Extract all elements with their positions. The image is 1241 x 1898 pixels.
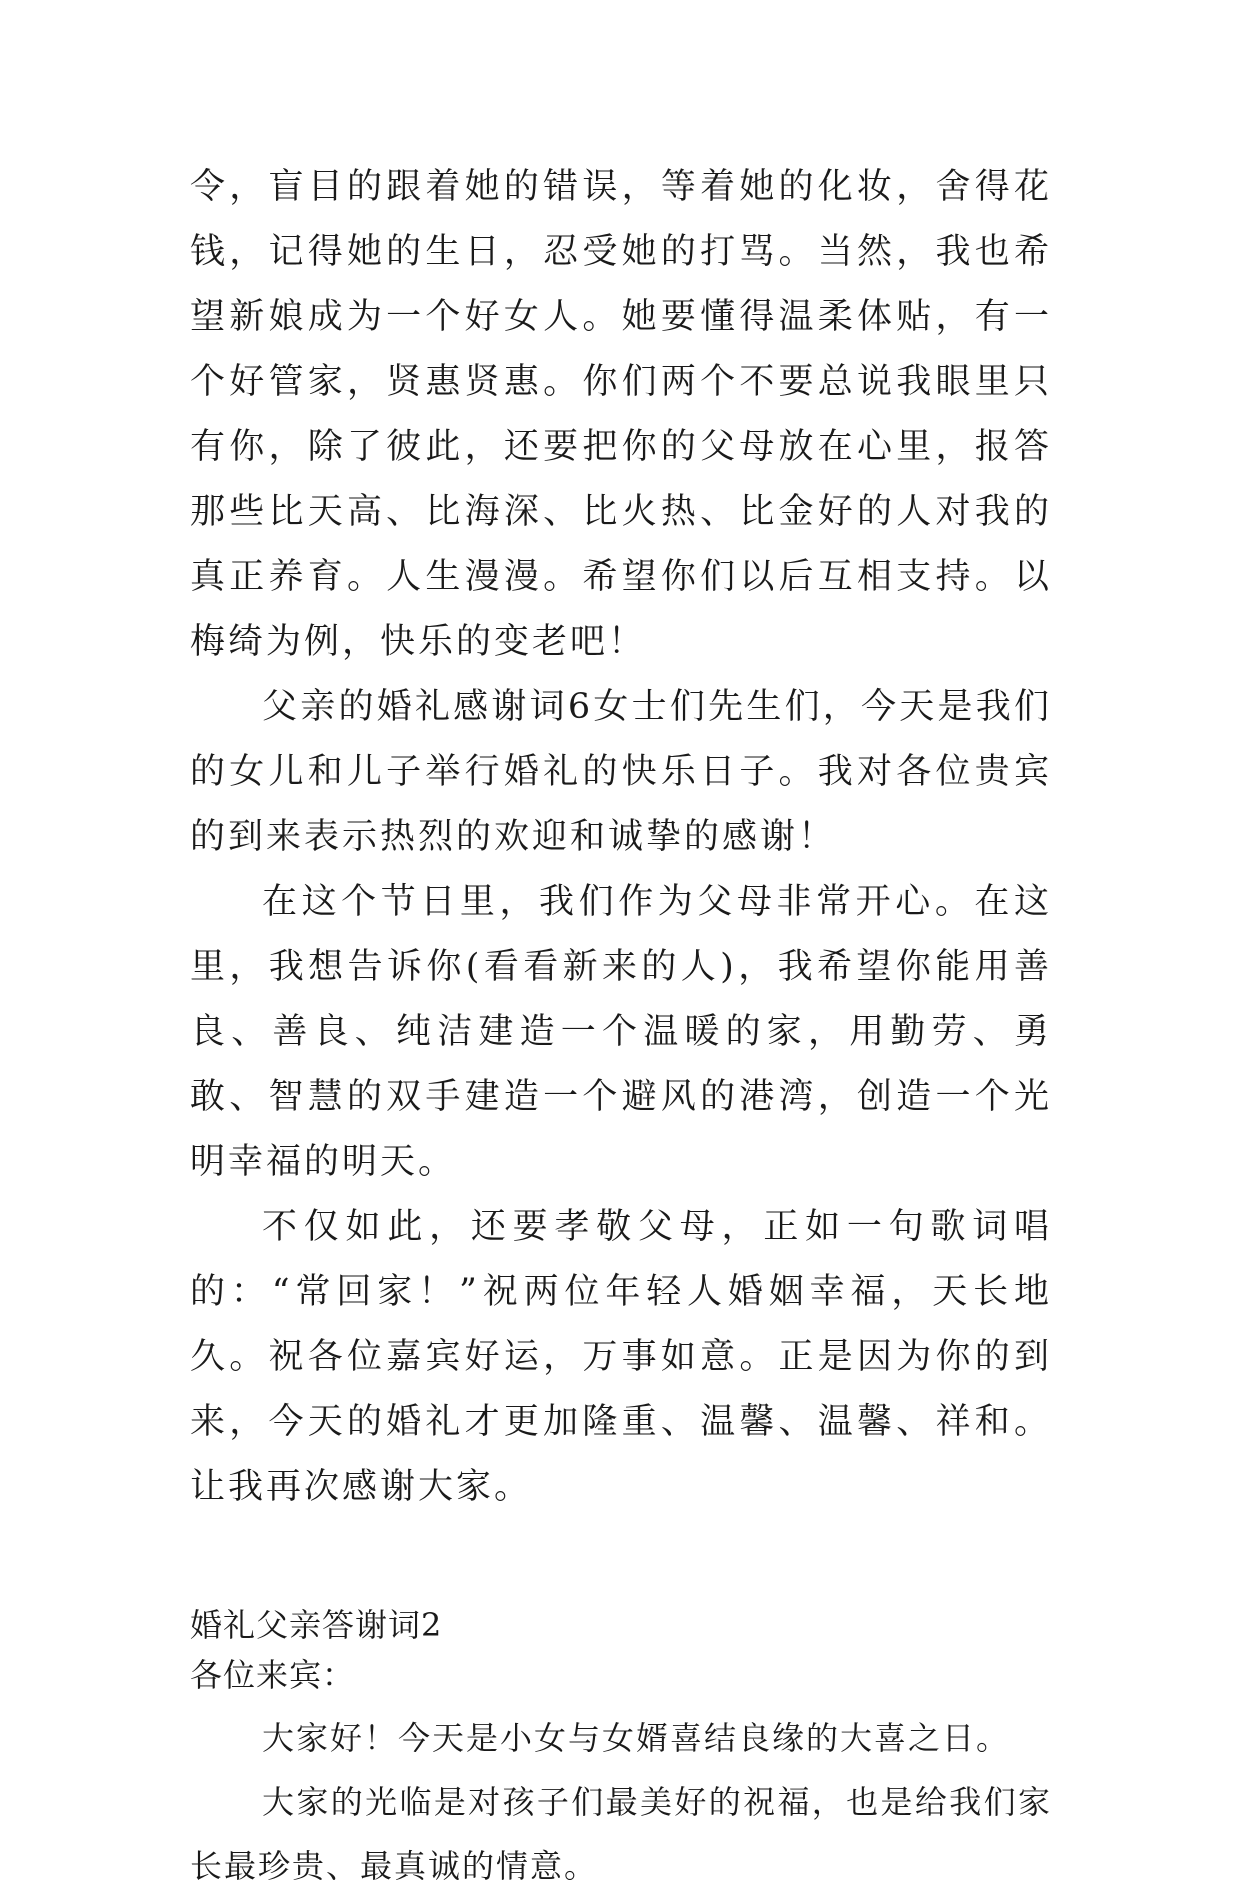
paragraph-thanks-6: 父亲的婚礼感谢词6女士们先生们，今天是我们的女儿和儿子举行婚礼的快乐日子。我对各位贵宾的到来表示热烈的欢迎和诚挚的感谢！ [190, 687, 1052, 857]
section-gap [190, 1520, 1052, 1600]
paragraph-festival: 在这个节日里，我们作为父母非常开心。在这里，我想告诉你(看看新来的人)，我希望你能用善良、善良、纯洁建造一个温暖的家，用勤劳、勇敢、智慧的双手建造一个避风的港湾，创造一个光明幸福的明天。 [190, 882, 1052, 1182]
paragraph-continued: 令，盲目的跟着她的错误，等着她的化妆，舍得花钱，记得她的生日，忍受她的打骂。当然，我也希望新娘成为一个好女人。她要懂得温柔体贴，有一个好管家，贤惠贤惠。你们两个不要总说我眼里只有你，除了彼此，还要把你的父母放在心里，报答那些比天高、比海深、比火热、比金好的人对我的真正养育。人生漫漫。希望你们以后互相支持。以梅绮为例，快乐的变老吧！ [190, 167, 1052, 662]
paragraph-filial: 不仅如此，还要孝敬父母，正如一句歌词唱的：“常回家！”祝两位年轻人婚姻幸福，天长地久。祝各位嘉宾好运，万事如意。正是因为你的到来，今天的婚礼才更加隆重、温馨、温馨、祥和。让我再次感谢大家。 [190, 1207, 1052, 1507]
speech-section-2 [190, 1706, 1052, 1898]
paragraph-greeting: 大家好！今天是小女与女婿喜结良缘的大喜之日。 [262, 1719, 1011, 1757]
speech-section-1 [190, 155, 1052, 1520]
salutation: 各位来宾： [190, 1656, 356, 1694]
section-heading: 婚礼父亲答谢词2 [190, 1606, 443, 1644]
document-page [190, 155, 1052, 1898]
paragraph-blessing: 大家的光临是对孩子们最美好的祝福，也是给我们家长最珍贵、最真诚的情意。 [190, 1783, 1052, 1885]
